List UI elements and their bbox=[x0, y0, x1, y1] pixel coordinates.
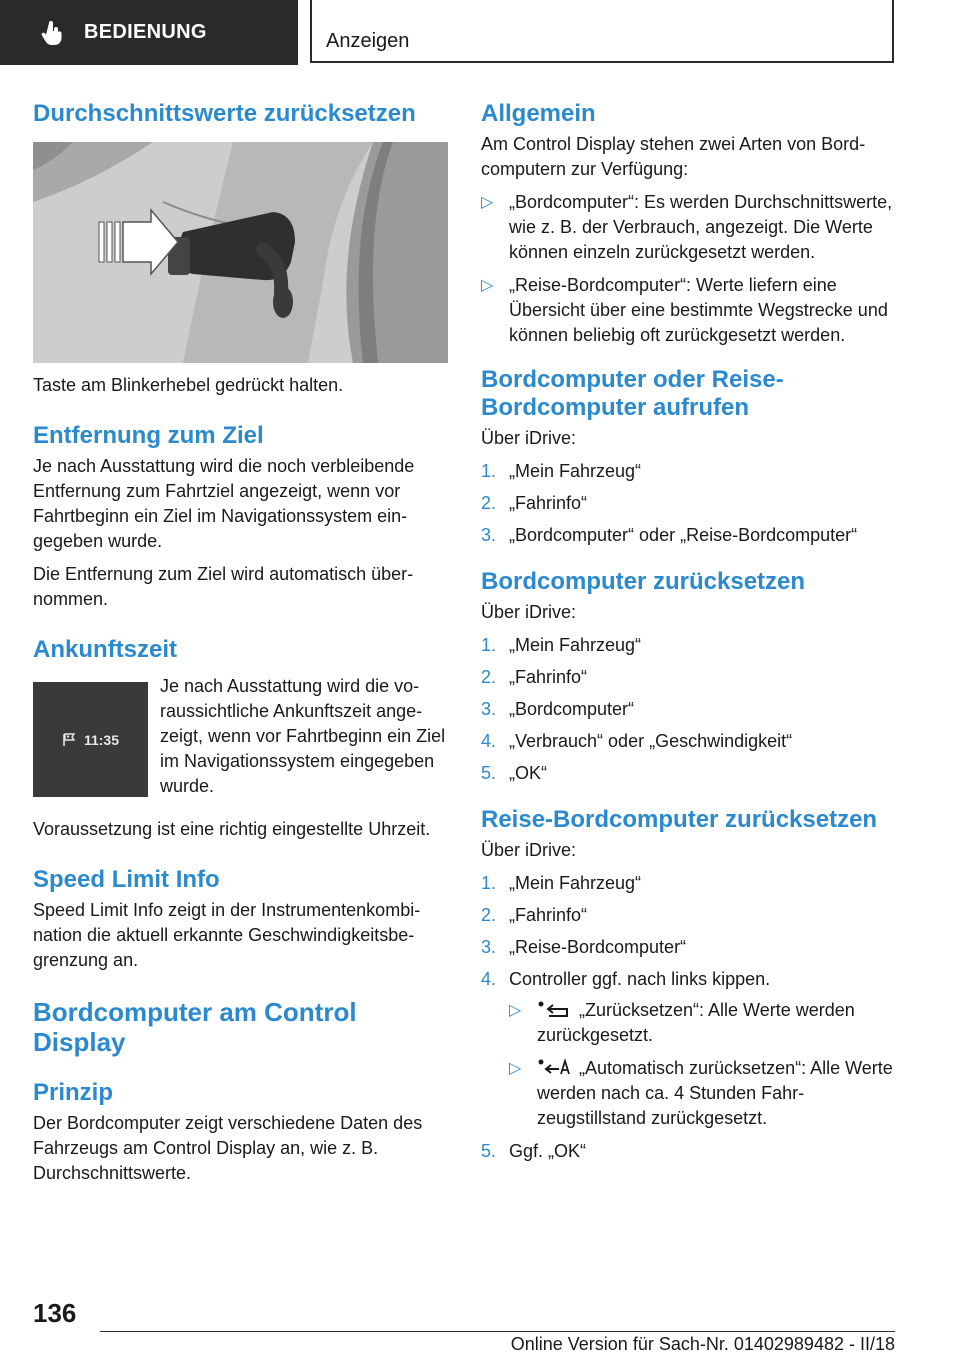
distance-paragraph-1: Je nach Ausstattung wird die noch verbleibende Entfernung zum Fahrtziel angezeigt, wenn vor Fahrtbeginn ein Ziel im Navigationssystem eingegeben wurde. bbox=[33, 456, 415, 551]
arrival-time-value: 11:35 bbox=[83, 731, 120, 748]
online-version-note: Online Version für Sach-Nr. 01402989482 - II/18 bbox=[510, 1334, 895, 1354]
list-item: 2. „Fahrinfo“ bbox=[481, 905, 588, 925]
list-item: 1. „Mein Fahrzeug“ bbox=[481, 873, 642, 893]
turn-signal-lever-illustration bbox=[33, 142, 448, 363]
section-header bbox=[310, 0, 894, 63]
list-item: ▷ „Reise-Bordcomputer“: Werte liefern eine Übersicht über eine bestimmte Wegstrecke und können beliebig oft zurückgesetzt werden. bbox=[481, 275, 888, 345]
triangle-bullet-icon: ▷ bbox=[481, 277, 494, 294]
reset-computer-intro: Über iDrive: bbox=[481, 602, 577, 622]
list-item: 1. „Mein Fahrzeug“ bbox=[481, 461, 642, 481]
list-item: 2. „Fahrinfo“ bbox=[481, 493, 588, 513]
list-item: ▷ „Zurücksetzen“: Alle Werte werden zurückgesetzt. bbox=[509, 1000, 855, 1045]
open-computer-steps bbox=[481, 459, 896, 548]
hand-pointer-icon bbox=[40, 20, 66, 46]
arrival-block bbox=[33, 674, 448, 807]
list-item: 2. „Fahrinfo“ bbox=[481, 667, 588, 687]
list-item: 3. „Bordcomputer“ oder „Reise-Bordcomputer“ bbox=[481, 525, 858, 545]
right-column bbox=[481, 100, 896, 1174]
footer-divider bbox=[100, 1331, 895, 1332]
speed-limit-paragraph: Speed Limit Info zeigt in der Instrumentenkombination die aktuell erkannte Geschwindigkeitsbegrenzung an. bbox=[33, 900, 421, 970]
general-heading: Allgemein bbox=[481, 100, 596, 127]
board-computer-heading: Bordcomputer am Control Display bbox=[33, 997, 357, 1057]
reset-computer-heading: Bordcomputer zurücksetzen bbox=[481, 568, 806, 595]
page-number: 136 bbox=[33, 1298, 77, 1328]
list-item: 5. „OK“ bbox=[481, 763, 547, 783]
list-item: 4. „Verbrauch“ oder „Geschwindigkeit“ bbox=[481, 731, 793, 751]
arrival-heading: Ankunftszeit bbox=[33, 636, 177, 663]
reset-options-list bbox=[509, 998, 896, 1131]
section-title: Anzeigen bbox=[326, 30, 410, 52]
distance-paragraph-2: Die Entfernung zum Ziel wird automatisch übernommen. bbox=[33, 564, 414, 609]
general-list bbox=[481, 190, 896, 348]
left-column bbox=[33, 100, 448, 1194]
chapter-tab bbox=[0, 0, 298, 65]
triangle-bullet-icon: ▷ bbox=[509, 1060, 522, 1077]
principle-heading: Prinzip bbox=[33, 1079, 114, 1106]
general-paragraph: Am Control Display stehen zwei Arten von Bordcomputern zur Verfügung: bbox=[481, 134, 866, 179]
arrival-paragraph-2: Voraussetzung ist eine richtig eingestellte Uhrzeit. bbox=[33, 819, 431, 839]
chapter-label: BEDIENUNG bbox=[84, 21, 207, 43]
reset-arrow-icon bbox=[537, 1000, 571, 1018]
principle-paragraph: Der Bordcomputer zeigt verschiedene Daten des Fahrzeugs am Control Display an, wie z. B. Durchschnittswerte. bbox=[33, 1113, 423, 1183]
trip-computer-reset-steps bbox=[481, 871, 896, 1164]
trip-computer-reset-heading: Reise-Bordcomputer zurücksetzen bbox=[481, 806, 878, 833]
triangle-bullet-icon: ▷ bbox=[509, 1002, 522, 1019]
speed-limit-heading: Speed Limit Info bbox=[33, 866, 220, 893]
reset-averages-heading: Durchschnittswerte zurücksetzen bbox=[33, 100, 416, 127]
list-item: 1. „Mein Fahrzeug“ bbox=[481, 635, 642, 655]
distance-heading: Entfernung zum Ziel bbox=[33, 422, 264, 449]
destination-flag-icon bbox=[62, 733, 78, 747]
open-computer-heading: Bordcomputer oder Reise-Bordcomputer aufrufen bbox=[481, 366, 784, 421]
reset-averages-caption: Taste am Blinkerhebel gedrückt halten. bbox=[33, 375, 344, 395]
list-item: 3. „Bordcomputer“ bbox=[481, 699, 635, 719]
triangle-bullet-icon: ▷ bbox=[481, 194, 494, 211]
auto-reset-icon bbox=[537, 1058, 571, 1076]
list-item: ▷ „Bordcomputer“: Es werden Durchschnittswerte, wie z. B. der Verbrauch, angezeigt. Die Werte können einzeln zurückgesetzt werden. bbox=[481, 192, 893, 262]
open-computer-intro: Über iDrive: bbox=[481, 428, 577, 448]
list-item: ▷ „Automatisch zurücksetzen“: Alle Werte werden nach ca. 4 Stunden Fahrzeugstillstand zurückgesetzt. bbox=[509, 1058, 893, 1128]
arrival-paragraph-1: Je nach Ausstattung wird die voraussichtliche Ankunftszeit angezeigt, wenn vor Fahrtbeginn ein Ziel im Navigationssystem eingegeben wurde. bbox=[160, 676, 446, 796]
list-item: 5. Ggf. „OK“ bbox=[481, 1141, 587, 1161]
trip-computer-reset-intro: Über iDrive: bbox=[481, 840, 577, 860]
reset-computer-steps bbox=[481, 633, 896, 786]
arrival-time-display bbox=[33, 682, 148, 797]
list-item: 4. Controller ggf. nach links kippen. ▷ „Zurücksetzen“: Alle Werte werden zurückgesetzt. ▷ „Automatisch zurücksetzen“: Alle Werte werden nach ca. 4 Stunden Fahrzeugstillstand zurückgesetzt. bbox=[481, 967, 896, 1131]
list-item: 3. „Reise-Bordcomputer“ bbox=[481, 937, 687, 957]
